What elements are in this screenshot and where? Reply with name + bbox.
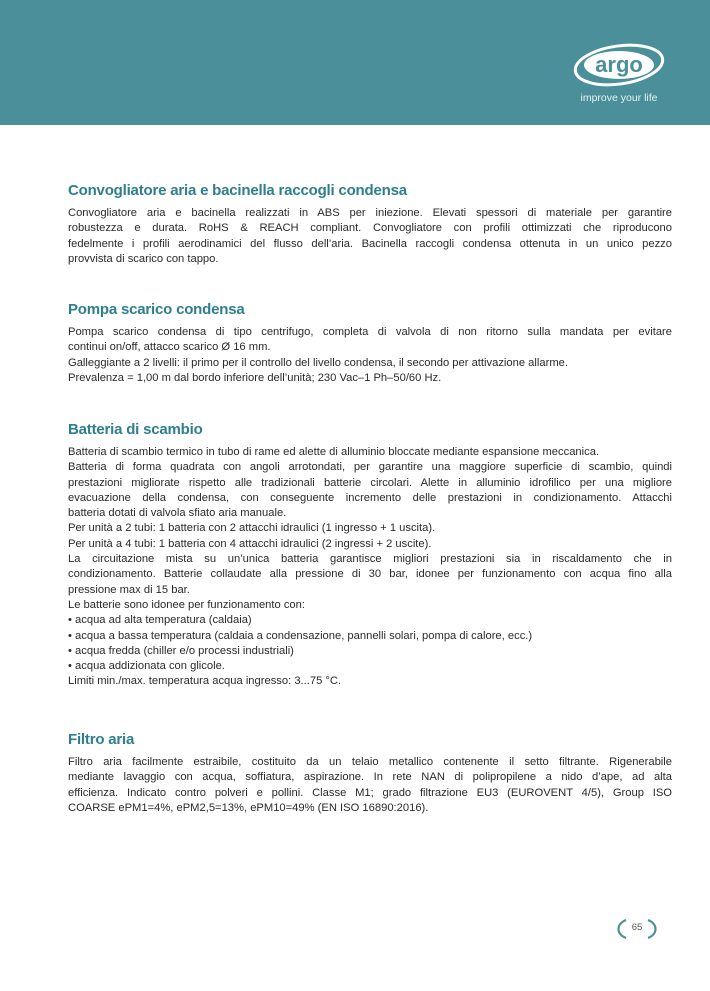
page-number: 65	[631, 922, 643, 933]
body-text-line: prestazioni migliorate rispetto alle tradizionali batterie circolari. Alette in alluminio idrofilico per una migliore	[68, 476, 672, 489]
body-text-line: COARSE ePM1=4%, ePM2,5=13%, ePM10=49% (EN ISO 16890:2016).	[68, 801, 429, 814]
body-text-line: Prevalenza = 1,00 m dal bordo inferiore dell’unità; 230 Vac–1 Ph–50/60 Hz.	[68, 371, 442, 384]
body-text-line: Filtro aria facilmente estraibile, costituito da un telaio metallico contenente il setto filtrante. Rigenerabile	[68, 756, 672, 768]
body-text-line: mediante lavaggio con acqua, soffiatura, aspirazione. In rete NAN di polipropilene a nido d’ape, ad alta	[68, 771, 672, 784]
body-text-line: Convogliatore aria e bacinella realizzati in ABS per iniezione. Elevati spessori di materiale per garantire	[68, 207, 672, 219]
body-text-line: efficienza. Indicato contro polveri e pollini. Classe M1; grado filtrazione EU3 (EUROVENT 4/5), Group ISO	[68, 786, 672, 799]
body-text-line: La circuitazione mista su un’unica batteria garantisce migliori prestazioni sia in riscaldamento che in	[68, 553, 672, 566]
body-text-line: Le batterie sono idonee per funzionamento con:	[68, 598, 305, 611]
section-batteria-scambio	[68, 419, 672, 690]
page-header-band	[0, 0, 710, 125]
section-heading: Pompa scarico condensa	[68, 301, 245, 318]
body-text-line: Per unità a 2 tubi: 1 batteria con 2 attacchi idraulici (1 ingresso + 1 uscita).	[68, 522, 436, 535]
body-text-line: Batteria di scambio termico in tubo di rame ed alette di alluminio bloccate mediante espansione meccanica.	[68, 446, 600, 458]
body-text-line: Limiti min./max. temperatura acqua ingresso: 3...75 °C.	[68, 675, 342, 688]
argo-logo	[572, 42, 666, 88]
section-heading: Batteria di scambio	[68, 421, 203, 438]
section-heading: Convogliatore aria e bacinella raccogli condensa	[68, 182, 407, 199]
body-text-line: Galleggiante a 2 livelli: il primo per il controllo del livello condensa, il secondo per attivazione allarme.	[68, 356, 568, 369]
body-text-line: continui on/off, attacco scarico Ø 16 mm.	[68, 341, 271, 354]
page-number-badge	[614, 916, 660, 942]
body-text-line: condizionamento. Batterie collaudate alla pressione di 30 bar, idonee per funzionamento con acqua fino alla	[68, 568, 672, 581]
body-text-line: • acqua fredda (chiller e/o processi industriali)	[68, 644, 294, 657]
body-text-line: robustezza e durata. RoHS & REACH compliant. Convogliatore con profili ottimizzati che riproducono	[68, 222, 672, 235]
body-text-line: batteria dotati di valvola sfiato aria manuale.	[68, 507, 287, 520]
body-text-line: Pompa scarico condensa di tipo centrifugo, completa di valvola di non ritorno sulla mandata per evitare	[68, 326, 672, 338]
body-text-line: • acqua addizionata con glicole.	[68, 660, 225, 673]
body-text-line: fedelmente i profili aerodinamici del flusso dell’aria. Bacinella raccogli condensa ottenuta in un unico pezzo	[68, 237, 672, 250]
body-text-line: evacuazione della condensa, con conseguente incremento delle prestazioni in condizionamento. Attacchi	[68, 491, 672, 504]
body-text-line: Batteria di forma quadrata con angoli arrotondati, per garantire una maggiore superficie di scambio, quindi	[68, 461, 672, 474]
body-text-line: provvista di scarico con tappo.	[68, 252, 219, 265]
brand-tagline: improve your life	[580, 92, 658, 104]
body-text-line: Per unità a 4 tubi: 1 batteria con 4 attacchi idraulici (2 ingressi + 2 uscite).	[68, 537, 432, 550]
section-heading: Filtro aria	[68, 731, 135, 748]
section-convogliatore	[68, 180, 672, 267]
section-pompa-scarico	[68, 299, 672, 386]
section-filtro-aria	[68, 729, 672, 816]
body-text-line: • acqua ad alta temperatura (caldaia)	[68, 614, 252, 627]
svg-text:argo: argo	[595, 52, 643, 77]
body-text-line: pressione max di 15 bar.	[68, 583, 190, 596]
body-text-line: • acqua a bassa temperatura (caldaia a condensazione, pannelli solari, pompa di calore, ecc.)	[68, 629, 533, 642]
